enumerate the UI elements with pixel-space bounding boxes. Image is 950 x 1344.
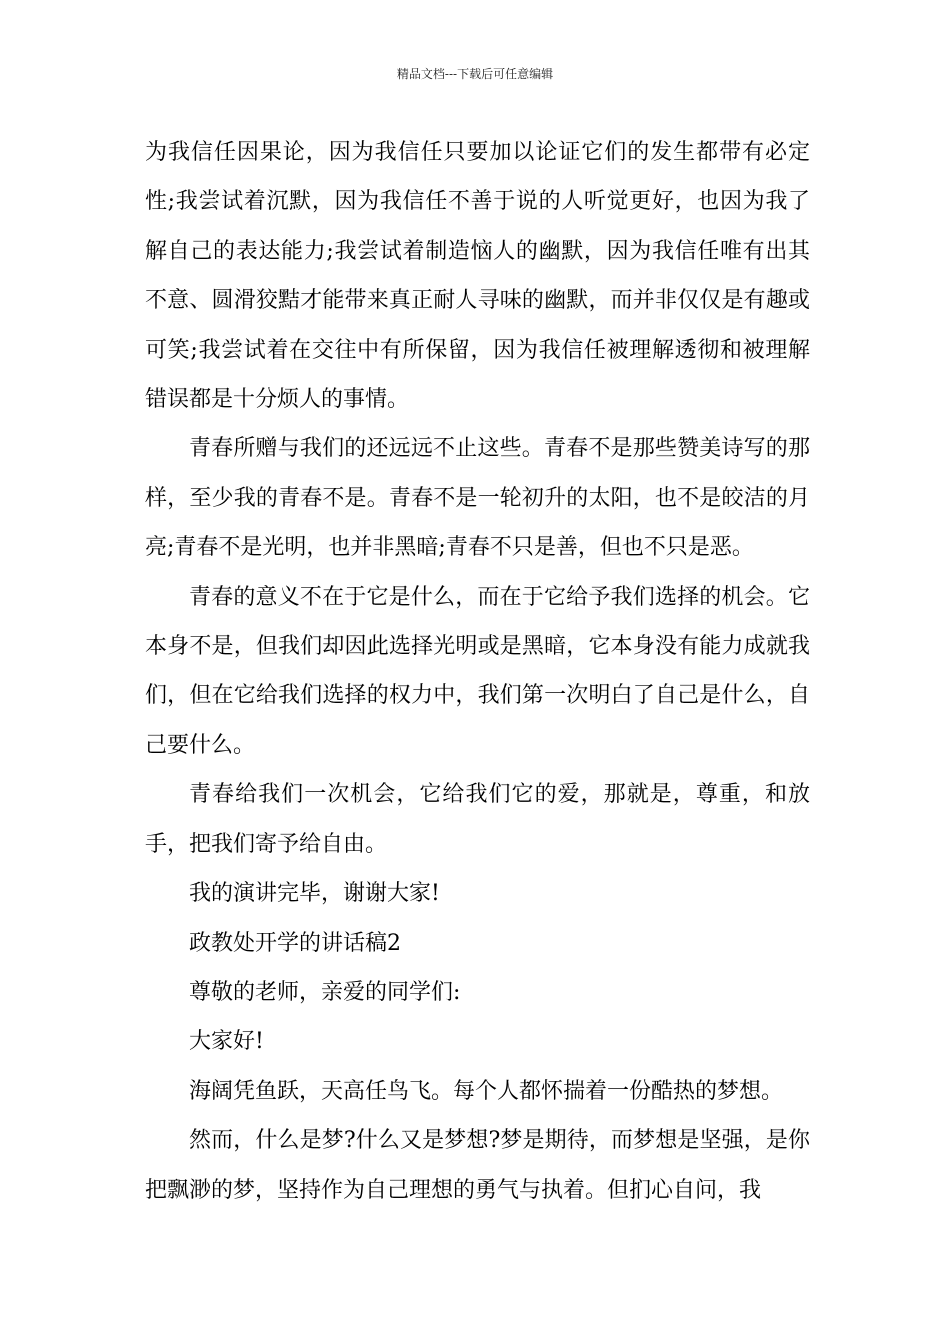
salutation: 尊敬的老师，亲爱的同学们: bbox=[189, 979, 461, 1005]
greeting: 大家好! bbox=[189, 1029, 264, 1055]
paragraph-10: 然而，什么是梦?什么又是梦想?梦是期待，而梦想是坚强，是你把飘渺的梦，坚持作为自己理想的勇气与执着。但扪心自问，我 bbox=[145, 1128, 810, 1203]
page-header: 精品文档---下载后可任意编辑 bbox=[396, 67, 554, 81]
section-title: 政教处开学的讲话稿2 bbox=[189, 930, 401, 956]
paragraph-4: 青春给我们一次机会，它给我们它的爱，那就是，尊重，和放手，把我们寄予给自由。 bbox=[145, 782, 810, 857]
paragraph-1: 为我信任因果论，因为我信任只要加以论证它们的发生都带有必定性;我尝试着沉默，因为我信任不善于说的人听觉更好，也因为我了解自己的表达能力;我尝试着制造恼人的幽默，因为我信任唯有出其不意、圆滑狡黠才能带来真正耐人寻味的幽默，而并非仅仅是有趣或可笑;我尝试着在交往中有所保留，因为我信任被理解透彻和被理解错误都是十分烦人的事情。 bbox=[145, 140, 810, 413]
document-body bbox=[145, 128, 810, 1215]
paragraph-2: 青春所赠与我们的还远远不止这些。青春不是那些赞美诗写的那样，至少我的青春不是。青春不是一轮初升的太阳，也不是皎洁的月亮;青春不是光明，也并非黑暗;青春不只是善，但也不只是恶。 bbox=[145, 436, 810, 561]
paragraph-5: 我的演讲完毕，谢谢大家! bbox=[189, 881, 440, 907]
paragraph-9: 海阔凭鱼跃，天高任鸟飞。每个人都怀揣着一份酷热的梦想。 bbox=[189, 1078, 784, 1104]
paragraph-3: 青春的意义不在于它是什么，而在于它给予我们选择的机会。它本身不是，但我们却因此选择光明或是黑暗，它本身没有能力成就我们，但在它给我们选择的权力中，我们第一次明白了自己是什么，自己要什么。 bbox=[145, 584, 810, 758]
